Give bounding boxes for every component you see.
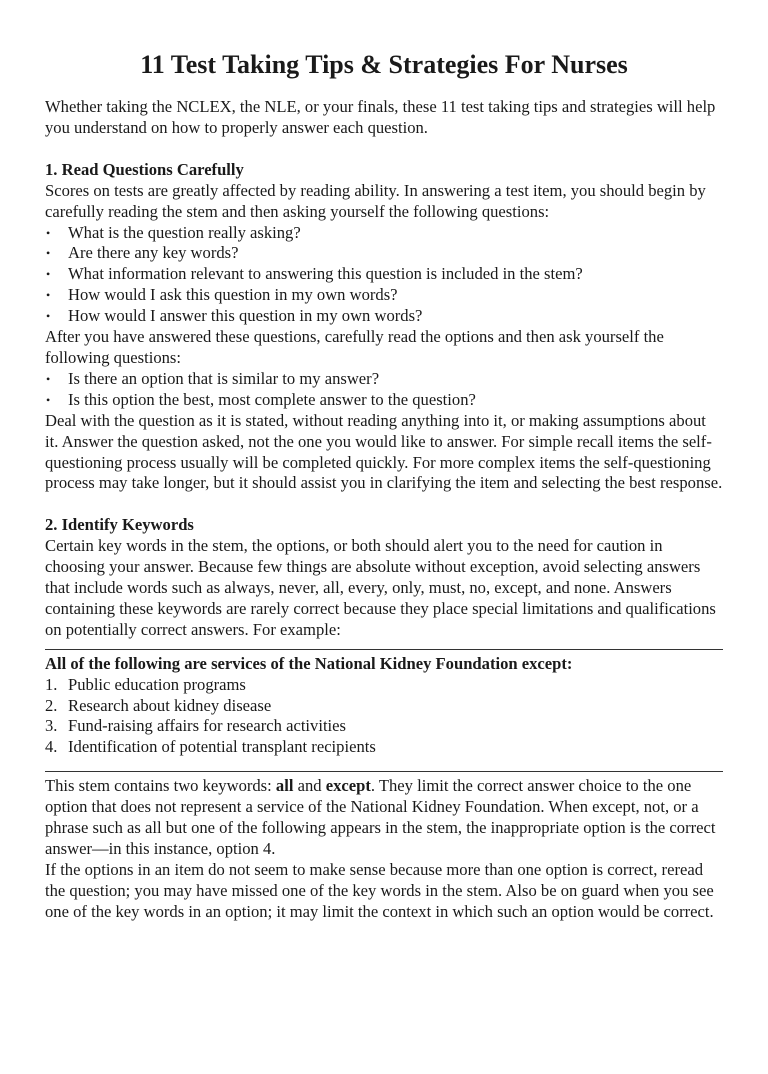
example-options-list bbox=[45, 675, 723, 759]
example-question: All of the following are services of the National Kidney Foundation except: bbox=[45, 653, 573, 673]
section1-paragraph-2: After you have answered these questions, carefully read the options and then ask yourself the following questions: bbox=[45, 327, 664, 367]
list-item: • Is there an option that is similar to my answer? bbox=[46, 368, 380, 388]
page-title: 11 Test Taking Tips & Strategies For Nurses bbox=[140, 50, 628, 79]
intro-paragraph: Whether taking the NCLEX, the NLE, or your finals, these 11 test taking tips and strategies will help you understand on how to properly answer each question. bbox=[45, 97, 716, 137]
section2-paragraph-3: If the options in an item do not seem to make sense because more than one option is correct, reread the question; you may have missed one of the key words in the stem. Also be on guard when you see one of the key words in an option; it may limit the context in which such an option would be correct. bbox=[45, 859, 714, 921]
section2-paragraph-2: This stem contains two keywords: all and except. They limit the correct answer choice to the one option that does not represent a service of the National Kidney Foundation. When except, not, or a phrase such as all but one of the following appears in the stem, the inappropriate option is the correct answer—in this instance, option 4. bbox=[45, 776, 716, 858]
keyword-all: all bbox=[275, 776, 294, 796]
list-item: 1. Public education programs bbox=[45, 674, 246, 694]
bullet-icon: • bbox=[46, 371, 51, 386]
bullet-icon: • bbox=[46, 267, 51, 282]
divider-top bbox=[45, 649, 723, 650]
list-item: • What is the question really asking? bbox=[46, 222, 301, 242]
list-item: 3. Fund-raising affairs for research activities bbox=[45, 716, 346, 736]
list-item: 4. Identification of potential transplant recipients bbox=[45, 737, 376, 757]
section1-bullet-list-1 bbox=[45, 223, 723, 328]
section-heading-read-questions: 1. Read Questions Carefully bbox=[45, 159, 244, 179]
section1-paragraph-3: Deal with the question as it is stated, without reading anything into it, or making assumptions about it. Answer the question asked, not the one you would like to answer. For simple recall items the self-questioning process usually will be completed quickly. For more complex items the self-questioning process may take longer, but it should assist you in clarifying the item and selecting the best response. bbox=[45, 410, 723, 493]
divider-bottom bbox=[45, 771, 723, 772]
list-item: • Is this option the best, most complete answer to the question? bbox=[46, 389, 476, 409]
list-item: • How would I ask this question in my own words? bbox=[46, 285, 398, 305]
section1-bullet-list-2 bbox=[45, 369, 723, 411]
bullet-icon: • bbox=[46, 309, 51, 324]
section2-paragraph-1: Certain key words in the stem, the options, or both should alert you to the need for caution in choosing your answer. Because few things are absolute without exception, avoid selecting answers that include words such as always, never, all, every, only, must, no, except, and none. Answers containing these keywords are rarely correct because they place special limitations and qualifications on potentially correct answers. For example: bbox=[45, 536, 716, 639]
document-page bbox=[0, 50, 768, 1074]
section-heading-identify-keywords: 2. Identify Keywords bbox=[45, 515, 194, 535]
bullet-icon: • bbox=[46, 392, 51, 407]
list-item: • How would I answer this question in my own words? bbox=[46, 306, 423, 326]
bullet-icon: • bbox=[46, 225, 51, 240]
bullet-icon: • bbox=[46, 288, 51, 303]
section1-paragraph-1: Scores on tests are greatly affected by reading ability. In answering a test item, you should begin by carefully reading the stem and then asking yourself the following questions: bbox=[45, 180, 706, 221]
list-item: • Are there any key words? bbox=[46, 243, 239, 263]
list-item: • What information relevant to answering this question is included in the stem? bbox=[46, 264, 583, 284]
keyword-except: except bbox=[325, 776, 371, 796]
bullet-icon: • bbox=[46, 246, 51, 261]
list-item: 2. Research about kidney disease bbox=[45, 695, 272, 715]
